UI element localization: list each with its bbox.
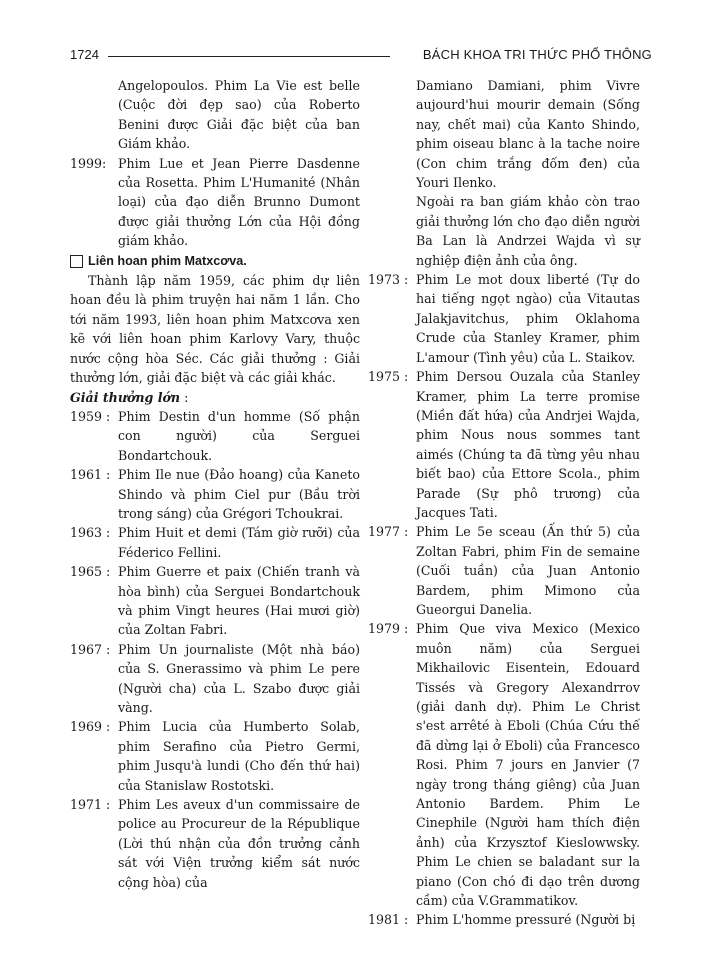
continued-entry-1997: Angelopoulos. Phim La Vie est belle (Cuộc đời đẹp sao) của Roberto Benini được Giải đặc biệt của ban Giám khảo. — [118, 78, 360, 152]
entry-text: Phim Dersou Ouzala của Stanley Kramer, phim La terre promise (Miền đất hứa) của Andrjei Wajda, phim Nous nous sommes tant aimés (Chúng ta đã từng yêu nhau biết bao) của Ettore Scola., phim Parade (Sự phô trương) của Jacques Tati. — [416, 369, 640, 520]
book-title: BÁCH KHOA TRI THỨC PHỔ THÔNG — [422, 47, 652, 62]
continued-entry-1971-note: Ngoài ra ban giám khảo còn trao giải thưởng lớn cho đạo diễn người Ba Lan là Andrzei Wajda vì sự nghiệp điện ảnh của ông. — [416, 194, 640, 268]
entry-text: Phim Lucia của Humberto Solab, phim Serafino của Pietro Germi, phim Jusqu'à lundi (Cho đến thứ hai) của Stanislaw Rostotski. — [118, 719, 360, 793]
entry-year: 1979 : — [368, 621, 409, 637]
entry-year: 1973 : — [368, 272, 409, 288]
entry-year: 1959 : — [70, 408, 111, 424]
entry-text: Phim Guerre et paix (Chiến tranh và hòa bình) của Serguei Bondartchouk và phim Vingt heures (Hai mươi giờ) của Zoltan Fabri. — [118, 564, 360, 638]
checkbox-square-icon — [70, 255, 83, 268]
entry-text: Phim Un journaliste (Một nhà báo) của S. Gnerassimo và phim Le pere (Người cha) của L. Szabo được giải vàng. — [118, 641, 360, 715]
award-entry — [70, 523, 360, 562]
entry-year: 1977 : — [368, 524, 409, 540]
award-entry — [70, 717, 360, 795]
grand-prize-label: Giải thưởng lớn — [70, 389, 181, 405]
left-column — [70, 76, 360, 892]
section-title: Liên hoan phim Matxcơva. — [88, 253, 247, 268]
entry-text: Phim Ile nue (Đảo hoang) của Kaneto Shindo và phim Ciel pur (Bầu trời trong sáng) của Grégori Tchoukrai. — [118, 467, 360, 521]
entry-year: 1965 : — [70, 564, 111, 580]
award-entry — [368, 270, 640, 367]
section-intro: Thành lập năm 1959, các phim dự liên hoan đều là phim truyện hai năm 1 lần. Cho tới năm 1993, liên hoan phim Matxcơva xen kẽ với liên hoan phim Karlovy Vary, thuộc nước cộng hòa Séc. Các giải thưởng : Giải thưởng lớn, giải đặc biệt và các giải khác. — [70, 273, 360, 386]
entry-text: Phim Lue et Jean Pierre Dasdenne của Rosetta. Phim L'Humanité (Nhân loại) của đạo diễn Brunno Dumont được giải thưởng Lớn của Hội đồng giám khảo. — [118, 155, 360, 249]
entry-year: 1981 : — [368, 912, 409, 928]
entry-text: Phim Destin d'un homme (Số phận con người) của Serguei Bondartchouk. — [118, 408, 360, 463]
entry-text: Phim L'homme pressuré (Người bị — [416, 912, 636, 928]
entry-text: Phim Le mot doux liberté (Tự do hai tiếng ngọt ngào) của Vitautas Jalakjavitchus, phim Oklahoma Crude của Stanley Kramer, phim L'amour (Tình yêu) của L. Staikov. — [416, 272, 640, 365]
entry-year: 1975 : — [368, 369, 409, 385]
award-entry — [70, 465, 360, 523]
entry-year: 1969 : — [70, 719, 111, 735]
award-entry — [368, 619, 640, 910]
right-column — [368, 76, 640, 930]
page-number: 1724 — [70, 47, 99, 62]
award-entry — [70, 640, 360, 718]
award-entry — [70, 562, 360, 640]
left-entries — [70, 407, 360, 892]
right-entries — [368, 270, 640, 930]
award-entry-1999 — [70, 154, 360, 251]
award-entry — [70, 407, 360, 465]
entry-year: 1971 : — [70, 797, 111, 813]
continued-entry-1971: Damiano Damiani, phim Vivre aujourd'hui mourir demain (Sống nay, chết mai) của Kanto Shindo, phim oiseau blanc à la tache noire (Con chim trắng đốm đen) của Youri Ilenko. — [416, 78, 640, 191]
award-entry — [368, 910, 640, 929]
subsection-heading — [70, 388, 360, 407]
entry-year: 1963 : — [70, 525, 111, 541]
entry-text: Phim Huit et demi (Tám giờ rưỡi) của Féderico Fellini. — [118, 525, 360, 560]
entry-year: 1961 : — [70, 467, 111, 483]
award-entry — [70, 795, 360, 892]
award-entry — [368, 367, 640, 522]
entry-text: Phim Les aveux d'un commissaire de police au Procureur de la République (Lời thú nhận của đồn trưởng cảnh sát với Viện trưởng kiểm sát nước cộng hòa) của — [118, 797, 360, 890]
grand-prize-colon: : — [180, 389, 189, 405]
section-heading — [70, 252, 360, 271]
page-header — [70, 44, 652, 68]
entry-text: Phim Que viva Mexico (Mexico muôn năm) của Serguei Mikhailovic Eisentein, Edouard Tissés và Gregory Alexandrrov (giải danh dự). Phim Le Christ s'est arrêté à Eboli (Chúa Cứu thế đã dừng lại ở Eboli) của Francesco Rosi. Phim 7 jours en Janvier (7 ngày trong tháng giêng) của Juan Antonio Bardem. Phim Le Cinephile (Người ham thích điện ảnh) của Krzysztof Kieslowwsky. Phim Le chien se baladant sur la piano (Con chó đi dạo trên dương cầm) của V.Grammatikov. — [416, 621, 640, 909]
entry-year: 1967 : — [70, 641, 111, 657]
entry-text: Phim Le 5e sceau (Ấn thứ 5) của Zoltan Fabri, phim Fin de semaine (Cuối tuần) của Juan Antonio Bardem, phim Mimono của Gueorgui Danelia. — [416, 524, 640, 617]
award-entry — [368, 522, 640, 619]
entry-year: 1999: — [70, 155, 107, 171]
header-rule — [108, 56, 390, 57]
